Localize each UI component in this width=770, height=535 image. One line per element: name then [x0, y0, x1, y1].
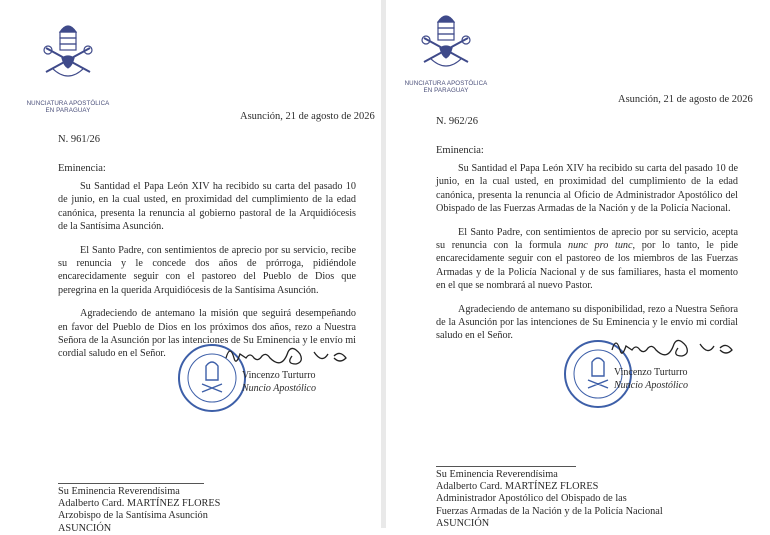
letter-961: [0, 0, 380, 534]
handwritten-signature: [608, 334, 738, 364]
latin-phrase: nunc pro tunc: [568, 240, 633, 252]
paragraph: Su Santidad el Papa León XIV ha recibido su carta del pasado 10 de junio, en la cual usted, en proximidad del cumplimiento de la edad canónica, presenta la renuncia al gobierno pastoral de la Arquidiócesis de la Santísima Asunción.: [58, 181, 356, 233]
paragraph: Su Santidad el Papa León XIV ha recibido su carta del pasado 10 de junio, en la cual usted, en proximidad del cumplimiento de la edad canónica, presenta la renuncia al Oficio de Administrador Apostólico del Obispado de las Fuerzas Armadas de la Nación y de la Policía Nacional.: [436, 163, 738, 215]
signer-role: Nuncio Apostólico: [614, 379, 688, 391]
recipient-line: ASUNCIÓN: [58, 522, 112, 534]
letter-date: Asunción, 21 de agosto de 2026: [618, 94, 753, 105]
recipient-line: ASUNCIÓN: [436, 517, 490, 529]
recipient-block: [58, 486, 220, 535]
salutation: Eminencia:: [58, 163, 106, 174]
papal-coat-of-arms-icon: [38, 18, 98, 88]
signer-role: Nuncio Apostólico: [242, 382, 316, 394]
recipient-line: Fuerzas Armadas de la Nación y de la Policía Nacional: [436, 505, 663, 517]
signer-name: Vincenzo Turturro: [242, 370, 316, 381]
issuing-office: [22, 100, 114, 114]
recipient-line: Adalberto Card. MARTÍNEZ FLORES: [58, 498, 221, 510]
paragraph: El Santo Padre, con sentimientos de aprecio por su servicio, recibe su renuncia y le concede dos años de prórroga, pidiéndole encarecidamente seguir con el pastoreo del Pueblo de Dios que peregrina en la querida Arquidiócesis de la Santísima Asunción.: [58, 244, 356, 296]
issuing-office: [400, 80, 492, 94]
paragraph: Agradeciendo de antemano su disponibilidad, rezo a Nuestra Señora de la Asunción por las intenciones de Su Eminencia y le envío mi cordial saludo en el Señor.: [436, 303, 738, 342]
office-line-1: NUNCIATURA APOSTÓLICA: [404, 80, 488, 87]
recipient-line: Administrador Apostólico del Obispado de las: [436, 493, 627, 505]
signer-block: [614, 367, 688, 392]
papal-coat-of-arms-icon: [416, 8, 476, 78]
paragraph: [436, 226, 738, 293]
letter-body: [436, 162, 738, 353]
office-line-2: EN PARAGUAY: [423, 87, 469, 94]
signer-block: [242, 370, 316, 395]
recipient-line: Su Eminencia Reverendísima: [58, 486, 180, 497]
recipient-divider: [58, 483, 204, 484]
recipient-line: Su Eminencia Reverendísima: [436, 469, 558, 480]
paragraph-text: , por lo tanto, le pide encarecidamente seguir con el pastoreo de los miembros de las Fuerzas Armadas y de la Policía Nacional y de sus familiares, hasta el momento en el que se nombrará al nuevo Pastor.: [436, 240, 738, 292]
handwritten-signature: [222, 342, 352, 372]
reference-number: N. 961/26: [58, 134, 100, 145]
signer-name: Vincenzo Turturro: [614, 367, 688, 378]
recipient-line: Arzobispo de la Santísima Asunción: [58, 510, 208, 522]
paragraph: Agradeciendo de antemano la misión que seguirá desempeñando en favor del Pueblo de Dios en los próximos dos años, rezo a Nuestra Señora de la Asunción por las intenciones de Su Eminencia y le envío mi cordial saludo en el Señor.: [58, 308, 356, 360]
office-line-1: NUNCIATURA APOSTÓLICA: [26, 100, 110, 107]
letter-date: Asunción, 21 de agosto de 2026: [240, 111, 375, 122]
recipient-line: Adalberto Card. MARTÍNEZ FLORES: [436, 481, 599, 493]
salutation: Eminencia:: [436, 145, 484, 156]
reference-number: N. 962/26: [436, 116, 478, 127]
letter-962: [386, 0, 770, 528]
recipient-divider: [436, 466, 576, 467]
office-line-2: EN PARAGUAY: [45, 107, 91, 114]
recipient-block: [436, 469, 663, 530]
paragraph-text: El Santo Padre, con sentimientos de aprecio por su servicio, acepta su renuncia con la formula: [436, 226, 738, 252]
